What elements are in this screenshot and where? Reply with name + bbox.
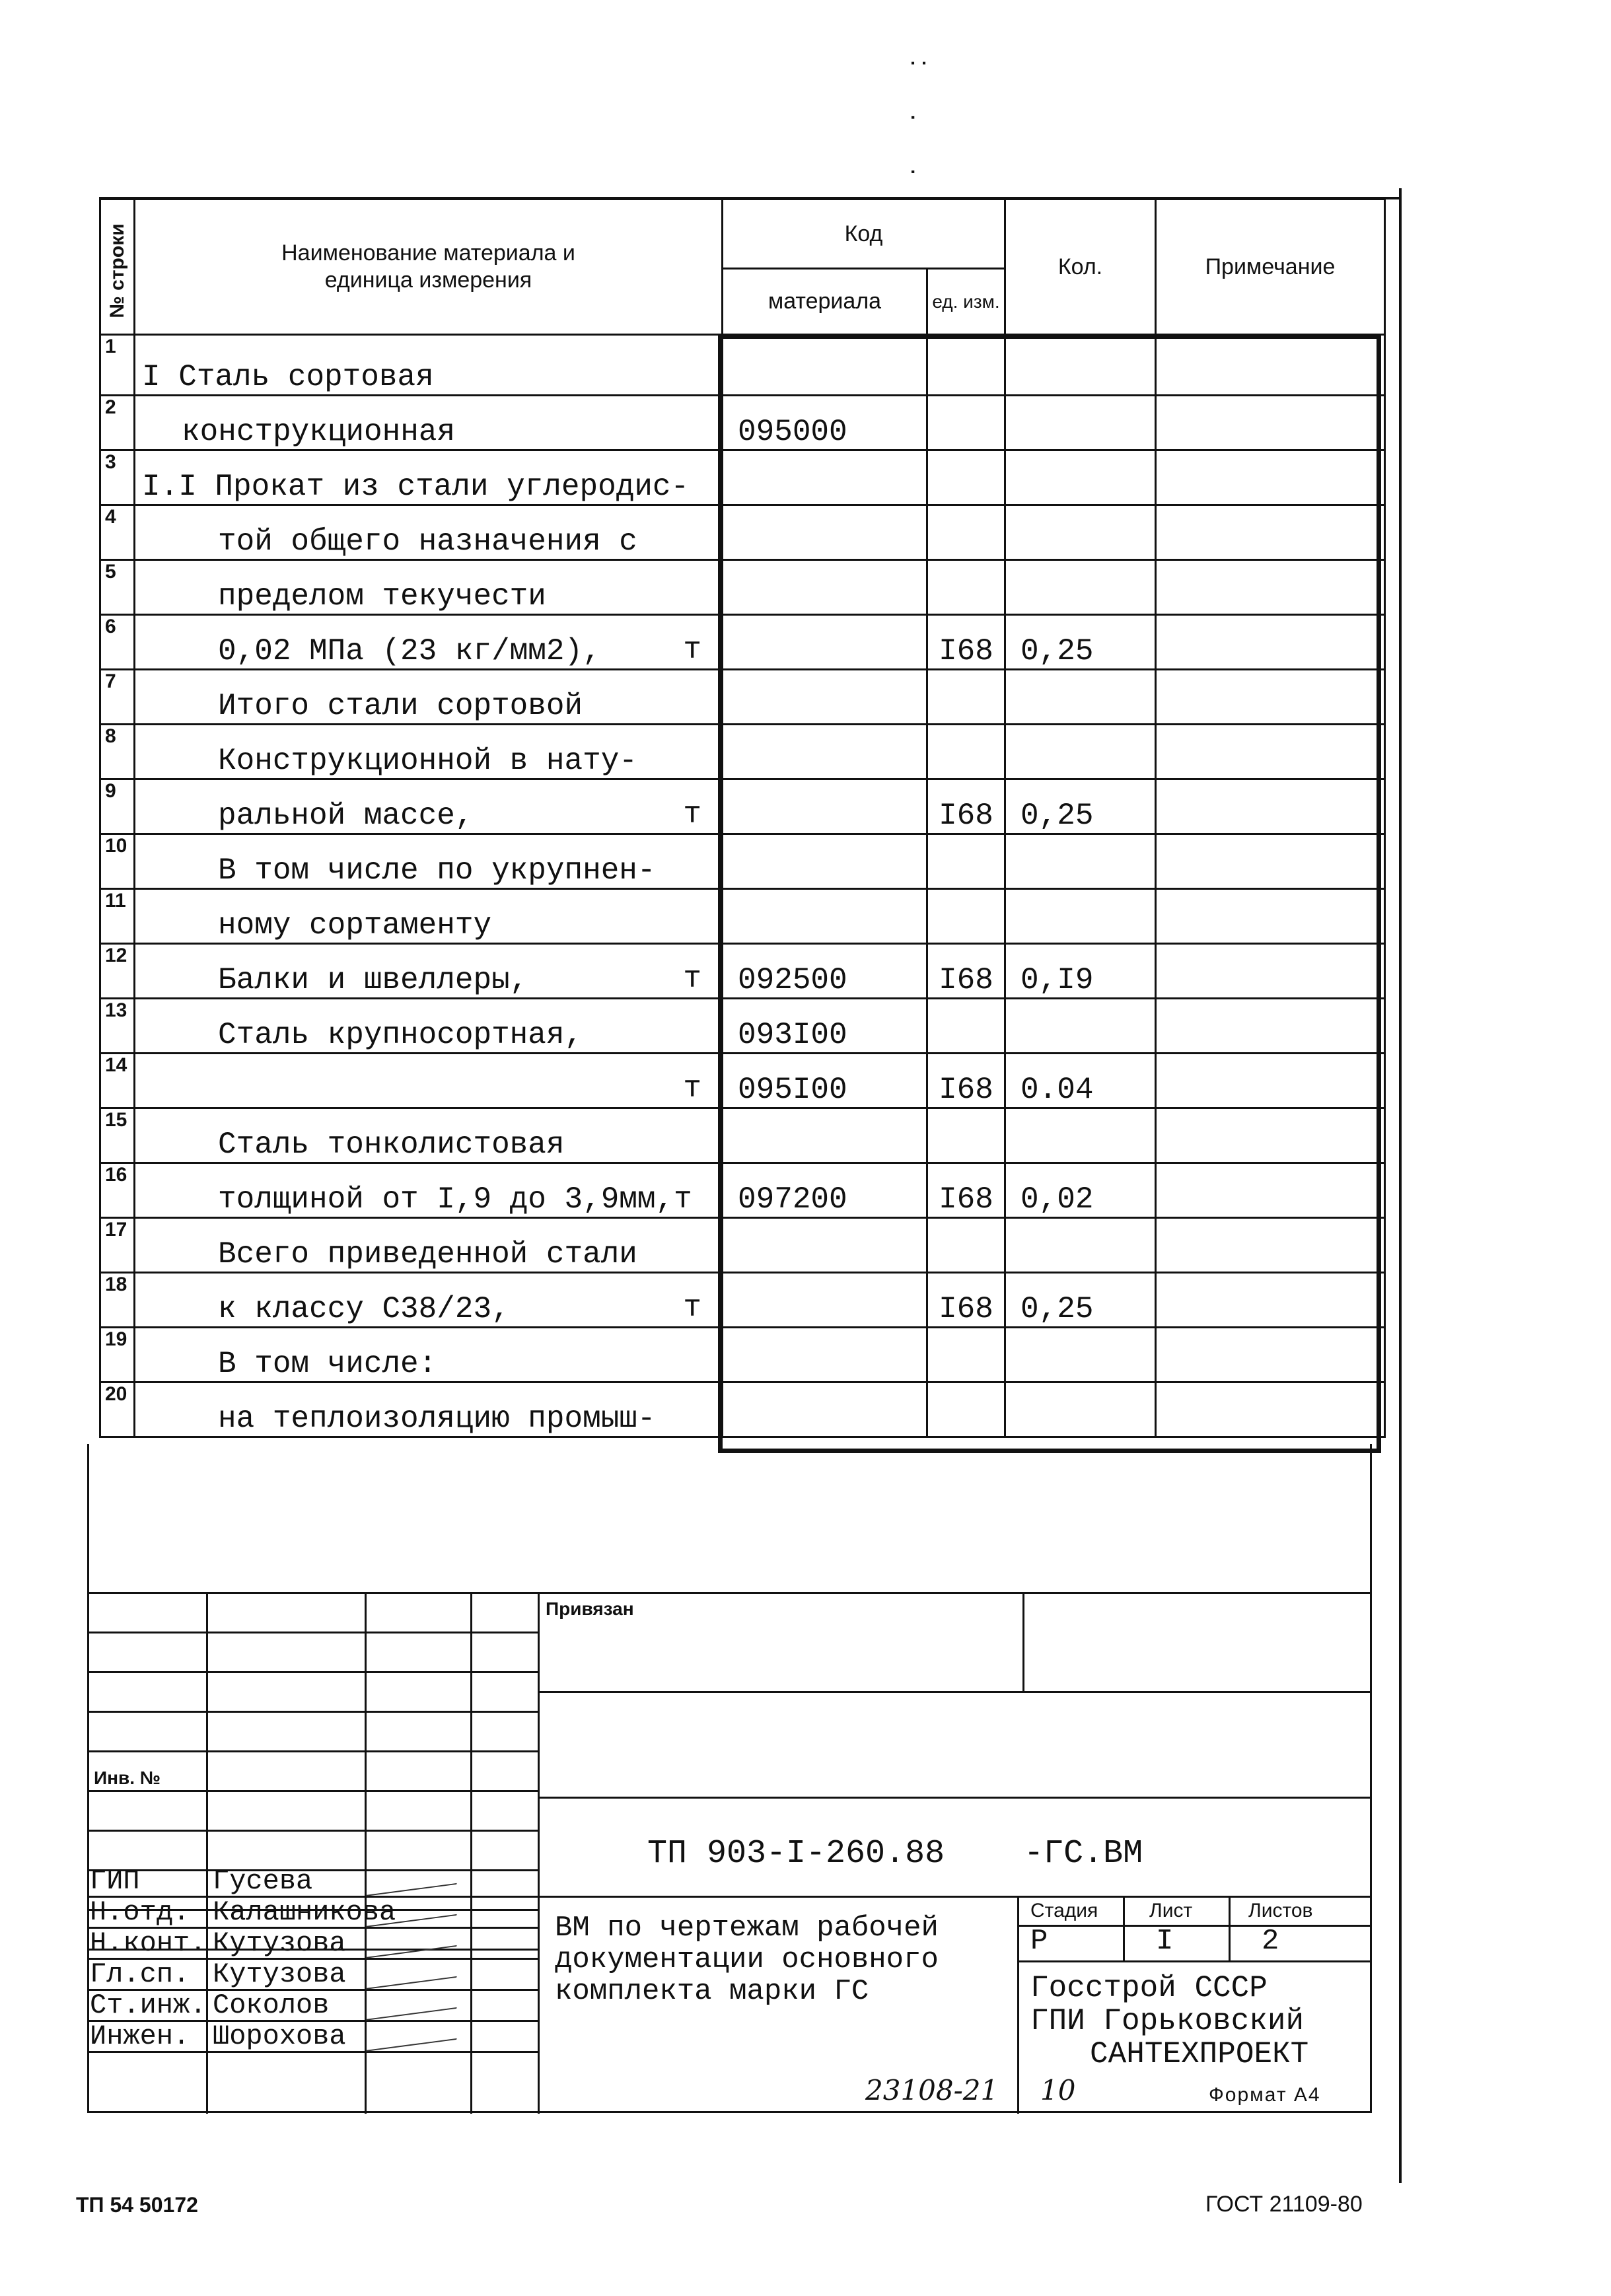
material-name-cell [135,1054,723,1108]
note [1156,560,1385,615]
row-number: 9 [100,779,135,834]
signer-name: Калашникова [213,1896,396,1928]
material-name-cell [135,834,723,889]
doc-title: ВМ по чертежам рабочей документации основного комплекта марки ГС [555,1912,939,2008]
signer-name: Кутузова [213,1958,346,1990]
unit-code [927,889,1005,944]
quantity-header: Кол. [1005,199,1156,335]
quantity: 0,25 [1005,615,1156,670]
note [1156,335,1385,396]
material-name-cell [135,944,723,999]
table-row [100,1163,1385,1218]
note [1156,615,1385,670]
row-number: 12 [100,944,135,999]
material-name-cell [135,999,723,1054]
note [1156,834,1385,889]
unit-code-label: ед. изм. [932,291,1000,312]
row-number: 18 [100,1273,135,1328]
material-name: ному сортаменту [218,908,492,943]
signer-role: Ст.инж. [90,1990,207,2021]
material-name: Конструкционной в нату- [218,744,637,778]
table-row [100,615,1385,670]
table-row [100,560,1385,615]
note [1156,1054,1385,1108]
material-name: Сталь крупносортная, [218,1018,583,1052]
unit-code: I68 [927,1163,1005,1218]
material-name-cell [135,1273,723,1328]
table-row [100,1273,1385,1328]
note [1156,779,1385,834]
table-row [100,725,1385,779]
table-row [100,396,1385,450]
doc-code: ТП 903-I-260.88 -ГС.ВМ [647,1835,1143,1873]
signer-row [87,1898,540,1929]
material-name: конструкционная [182,415,456,449]
row-number: 2 [100,396,135,450]
table-row [100,834,1385,889]
signer-name: Гусева [213,1865,313,1897]
note [1156,1328,1385,1382]
material-name: толщиной от I,9 до 3,9мм,т [218,1182,692,1217]
sheet-label: Лист [1149,1900,1193,1921]
left-code: ТП 54 50172 [76,2193,198,2217]
material-code [723,560,927,615]
top-marks: : . . [906,59,935,196]
row-number: 14 [100,1054,135,1108]
material-name-cell [135,505,723,560]
signer-row [87,1960,540,1991]
row-number: 3 [100,450,135,505]
quantity [1005,1328,1156,1382]
unit-code [927,335,1005,396]
quantity [1005,396,1156,450]
material-name: той общего назначения с [218,524,637,559]
quantity: 0,25 [1005,779,1156,834]
material-code-header: материала [723,269,927,335]
unit-suffix: т [683,797,701,832]
signer-name: Шорохова [213,2021,346,2052]
signer-name: Кутузова [213,1927,346,1959]
unit-suffix: т [683,1071,701,1106]
material-name: Балки и швеллеры, [218,963,528,997]
table-row [100,505,1385,560]
table-row [100,944,1385,999]
table-row [100,1108,1385,1163]
unit-suffix: т [683,962,701,996]
quantity [1005,889,1156,944]
unit-code-header [927,269,1005,335]
unit-code [927,999,1005,1054]
stage-grid [1017,1896,1372,1962]
unit-code [927,396,1005,450]
material-code: 093I00 [723,999,927,1054]
signer-role: Инжен. [90,2021,190,2052]
material-name-cell [135,1218,723,1273]
row-number-header [100,199,135,335]
note [1156,1273,1385,1328]
note [1156,1108,1385,1163]
name-header-label: Наименование материала и единица измерения [281,240,575,293]
sheets-label: Листов [1248,1900,1313,1921]
material-code [723,1328,927,1382]
material-code [723,889,927,944]
row-number: 7 [100,670,135,725]
attached-label: Привязан [546,1598,634,1619]
table-row [100,335,1385,396]
stage-value: Р [1030,1925,1048,1958]
signer-role: Н.конт. [90,1927,207,1959]
note [1156,670,1385,725]
material-code: 095000 [723,396,927,450]
table-row [100,779,1385,834]
material-code [723,615,927,670]
signature-icon [366,2021,462,2052]
unit-code [927,1382,1005,1437]
material-name: на теплоизоляцию промыш- [218,1402,656,1436]
material-name: Итого стали сортовой [218,689,583,723]
material-code [723,1273,927,1328]
table-row [100,450,1385,505]
material-name-cell [135,1163,723,1218]
unit-code [927,834,1005,889]
material-name: I.I Прокат из стали углеродис- [142,470,690,504]
table-row [100,889,1385,944]
signer-row [87,2022,540,2053]
inv-label: Инв. № [94,1768,161,1788]
unit-code [927,725,1005,779]
table-row [100,1054,1385,1108]
material-name: I Сталь сортовая [142,360,434,394]
material-name-cell [135,615,723,670]
unit-code: I68 [927,1054,1005,1108]
unit-code [927,505,1005,560]
signer-name: Соколов [213,1990,330,2021]
quantity [1005,1382,1156,1437]
material-name: Сталь тонколистовая [218,1128,565,1162]
signature-icon [366,1866,462,1896]
row-number: 20 [100,1382,135,1437]
org-line-3: САНТЕХПРОЕКТ [1090,2037,1309,2071]
material-code [723,725,927,779]
signature-icon [366,1959,462,1990]
table-row [100,999,1385,1054]
row-number: 17 [100,1218,135,1273]
material-code: 092500 [723,944,927,999]
material-name: ральной массе, [218,799,474,833]
unit-code [927,1218,1005,1273]
row-number: 1 [100,335,135,396]
signer-role: Н.отд. [90,1896,190,1928]
quantity: 0,25 [1005,1273,1156,1328]
material-name-cell [135,725,723,779]
org-block [1030,1972,1308,2071]
material-name-cell [135,335,723,396]
note [1156,1382,1385,1437]
material-code [723,505,927,560]
note [1156,889,1385,944]
quantity [1005,670,1156,725]
quantity [1005,834,1156,889]
signer-row [87,1929,540,1960]
quantity [1005,999,1156,1054]
quantity [1005,560,1156,615]
signer-role: ГИП [90,1865,140,1897]
stage-label: Стадия [1030,1900,1098,1921]
unit-code: I68 [927,944,1005,999]
quantity: 0.04 [1005,1054,1156,1108]
note [1156,999,1385,1054]
unit-code: I68 [927,615,1005,670]
gost-label: ГОСТ 21109-80 [1205,2192,1363,2217]
note [1156,505,1385,560]
frame-right-line [1399,188,1402,2183]
unit-code [927,450,1005,505]
material-name-cell [135,560,723,615]
note [1156,725,1385,779]
signature-icon [366,1990,462,2021]
unit-code [927,1328,1005,1382]
material-name-cell [135,670,723,725]
handwritten-code: 23108-21 [865,2074,999,2106]
row-number-label: № строки [106,223,128,318]
material-name-cell [135,396,723,450]
material-code [723,670,927,725]
unit-code: I68 [927,779,1005,834]
material-name-cell [135,889,723,944]
material-name-cell [135,1382,723,1437]
note-header: Примечание [1156,199,1385,335]
unit-code [927,670,1005,725]
unit-code [927,1108,1005,1163]
quantity [1005,1218,1156,1273]
row-number: 6 [100,615,135,670]
table-row [100,1382,1385,1437]
org-line-1: Госстрой СССР [1030,1971,1268,2005]
material-name-cell [135,779,723,834]
material-name-cell [135,1108,723,1163]
material-code [723,335,927,396]
materials-table [99,198,1386,1438]
signer-row [87,1991,540,2022]
signer-row [87,1867,540,1898]
material-code: 097200 [723,1163,927,1218]
quantity [1005,725,1156,779]
note [1156,450,1385,505]
row-number: 4 [100,505,135,560]
material-code [723,779,927,834]
signer-role: Гл.сп. [90,1958,190,1990]
material-code [723,1108,927,1163]
material-code [723,834,927,889]
format-label: Формат А4 [1209,2084,1321,2106]
material-name-cell [135,1328,723,1382]
material-code: 095I00 [723,1054,927,1108]
table-row [100,1218,1385,1273]
signers-block [87,1867,540,2053]
material-name: к классу С38/23, [218,1292,510,1326]
material-name [135,1073,218,1107]
material-code [723,450,927,505]
table-row [100,670,1385,725]
material-name-cell [135,450,723,505]
material-name: 0,02 МПа (23 кг/мм2), [218,634,601,668]
note [1156,944,1385,999]
note [1156,1218,1385,1273]
stamp-right-line [1370,1444,1372,2111]
unit-suffix: т [683,1291,701,1325]
table-row [100,1328,1385,1382]
row-number: 13 [100,999,135,1054]
quantity: 0,02 [1005,1163,1156,1218]
unit-code: I68 [927,1273,1005,1328]
material-name: пределом текучести [218,579,546,614]
org-line-2: ГПИ Горьковский [1030,2004,1305,2038]
unit-suffix: т [683,633,701,667]
row-number: 8 [100,725,135,779]
note [1156,396,1385,450]
row-number: 10 [100,834,135,889]
row-number: 15 [100,1108,135,1163]
row-number: 5 [100,560,135,615]
row-number: 11 [100,889,135,944]
sheet-value: I [1156,1925,1174,1958]
quantity [1005,505,1156,560]
note [1156,1163,1385,1218]
material-code [723,1218,927,1273]
handwritten-num: 10 [1040,2074,1076,2106]
material-name: Всего приведенной стали [218,1237,637,1272]
unit-code [927,560,1005,615]
quantity: 0,I9 [1005,944,1156,999]
sheets-value: 2 [1262,1925,1279,1958]
material-name: В том числе по укрупнен- [218,853,656,888]
row-number: 16 [100,1163,135,1218]
material-code [723,1382,927,1437]
quantity [1005,335,1156,396]
signature-icon [366,1928,462,1958]
quantity [1005,450,1156,505]
name-header [135,199,723,335]
code-header: Код [723,199,1005,269]
quantity [1005,1108,1156,1163]
row-number: 19 [100,1328,135,1382]
material-name: В том числе: [218,1347,437,1381]
